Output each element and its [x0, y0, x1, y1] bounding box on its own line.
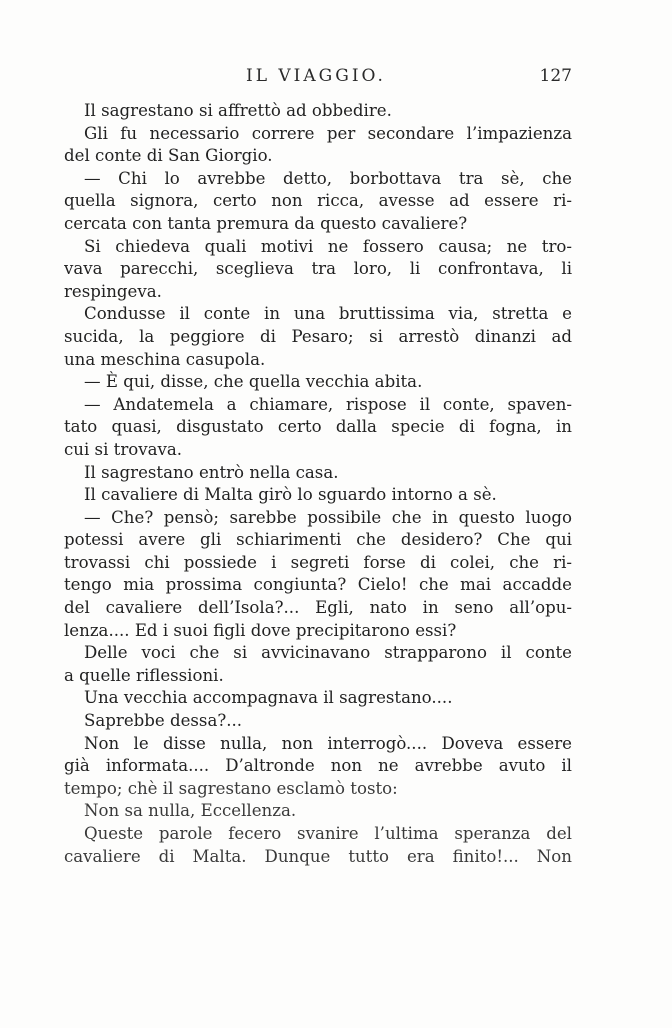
text-line: tato quasi, disgustato certo dalla specie di fogna, in	[64, 417, 572, 437]
text-line: sucida, la peggiore di Pesaro; si arrestò dinanzi ad	[64, 326, 572, 346]
text-line: Gli fu necessario correre per secondare l’impazienza	[84, 123, 572, 143]
text-line: trovassi chi possiede i segreti forse di colei, che ri-	[64, 552, 572, 572]
text-line: tengo mia prossima congiunta? Cielo! che mai accadde	[64, 575, 572, 595]
text-line: già informata.... D’altronde non ne avrebbe avuto il	[64, 756, 572, 776]
text-line: — Che? pensò; sarebbe possibile che in questo luogo	[84, 507, 572, 527]
text-line: Non sa nulla, Eccellenza.	[84, 801, 297, 821]
text-line: quella signora, certo non ricca, avesse ad essere ri-	[64, 191, 572, 211]
text-line: Una vecchia accompagnava il sagrestano....	[84, 688, 453, 708]
text-line: — È qui, disse, che quella vecchia abita.	[84, 372, 423, 392]
text-line: Queste parole fecero svanire l’ultima speranza del	[84, 824, 572, 843]
text-line: Il sagrestano si affrettò ad obbedire.	[84, 101, 392, 120]
text-line: Delle voci che si avvicinavano strapparono il conte	[84, 643, 572, 663]
text-line: cui si trovava.	[64, 439, 183, 459]
text-line: lenza.... Ed i suoi figli dove precipitarono essi?	[64, 620, 457, 640]
text-line: cavaliere di Malta. Dunque tutto era finito!... Non	[64, 846, 572, 866]
text-line: a quelle riflessioni.	[64, 665, 224, 685]
text-line: Il cavaliere di Malta girò lo sguardo intorno a sè.	[84, 485, 497, 505]
text-line: Si chiedeva quali motivi ne fossero causa; ne tro-	[84, 236, 572, 256]
text-line: — Chi lo avrebbe detto, borbottava tra sè, che	[84, 168, 572, 188]
text-line: — Andatemela a chiamare, rispose il conte, spaven-	[84, 394, 572, 414]
text-line: una meschina casupola.	[64, 349, 266, 369]
text-line: del conte di San Giorgio.	[64, 146, 273, 166]
text-line: del cavaliere dell’Isola?... Egli, nato in seno all’opu-	[64, 598, 572, 618]
text-line: Il sagrestano entrò nella casa.	[84, 462, 339, 482]
text-line: respingeva.	[64, 281, 162, 301]
text-line: potessi avere gli schiarimenti che desidero? Che qui	[64, 530, 572, 550]
text-line: Non le disse nulla, non interrogò.... Doveva essere	[84, 733, 572, 753]
page-number: 127	[539, 66, 572, 86]
running-head	[64, 66, 574, 94]
text-line: Condusse il conte in una bruttissima via, stretta e	[84, 304, 572, 324]
body-text	[64, 100, 572, 868]
text-line: vava parecchi, sceglieva tra loro, li confrontava, li	[64, 259, 572, 279]
text-line: Saprebbe dessa?...	[84, 711, 243, 731]
text-line: cercata con tanta premura da questo cavaliere?	[64, 213, 468, 233]
text-line: tempo; chè il sagrestano esclamò tosto:	[64, 778, 398, 798]
running-title: IL VIAGGIO.	[246, 66, 386, 86]
